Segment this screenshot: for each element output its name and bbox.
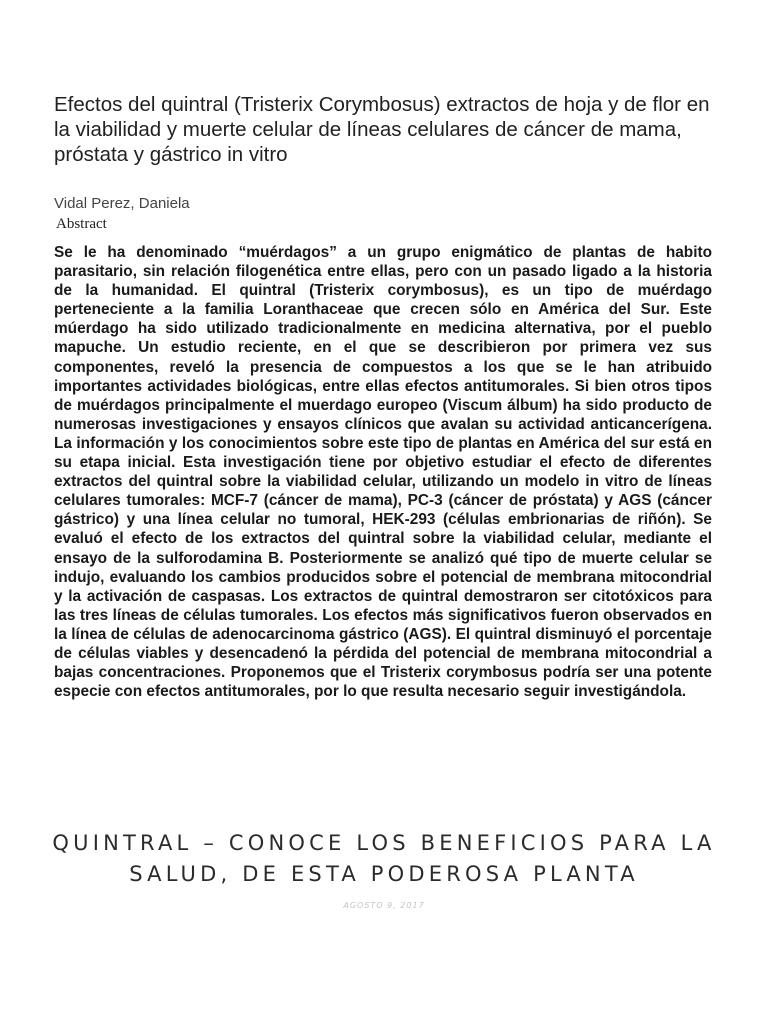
article-headline[interactable]: QUINTRAL – CONOCE LOS BENEFICIOS PARA LA SALUD, DE ESTA PODEROSA PLANTA xyxy=(52,831,716,886)
author-name: Vidal Perez, Daniela xyxy=(54,195,190,212)
abstract-label: Abstract xyxy=(56,216,107,232)
article-date: AGOSTO 9, 2017 xyxy=(343,901,425,910)
abstract-text: Se le ha denominado “muérdagos” a un grupo enigmático de plantas de habito parasitario, sin relación filogenética entre ellas, pero con un pasado ligado a la historia de la humanidad. El quintral (Tristerix corymbosus), es un tipo de muérdago perteneciente a la familia Loranthaceae que crecen sólo en América del Sur. Este múerdago ha sido utilizado tradicionalmente en medicina alternativa, por el pueblo mapuche. Un estudio reciente, en el que se describieron por primera vez sus componentes, reveló la presencia de compuestos a los que se le han atribuido importantes actividades biológicas, entre ellas efectos antitumorales. Si bien otros tipos de muérdagos principalmente el muerdago europeo (Viscum álbum) ha sido producto de numerosas investigaciones y ensayos clínicos que avalan su actividad anticancerígena. La información y los conocimientos sobre este tipo de plantas en América del sur está en su etapa inicial. Esta investigación tiene por objetivo estudiar el efecto de diferentes extractos del quintral sobre la viabilidad celular, utilizando un modelo in vitro de líneas celulares tumorales: MCF-7 (cáncer de mama), PC-3 (cáncer de próstata) y AGS (cáncer gástrico) y una línea celular no tumoral, HEK-293 (células embrionarias de riñón). Se evaluó el efecto de los extractos del quintral sobre la viabilidad celular, mediante el ensayo de la sulforodamina B. Posteriormente se analizó qué tipo de muerte celular se indujo, evaluando los cambios producidos sobre el potencial de membrana mitocondrial y la activación de caspasas. Los extractos de quintral demostraron ser citotóxicos para las tres líneas de células tumorales. Los efectos más significativos fueron observados en la línea de células de adenocarcinoma gástrico (AGS). El quintral disminuyó el porcentaje de células viables y desencadenó la pérdida del potencial de membrana mitocondrial a bajas concentraciones. Proponemos que el Tristerix corymbosus podría ser una potente especie con efectos antitumorales, por lo que resulta necesario seguir investigándola. xyxy=(54,244,712,701)
document-title: Efectos del quintral (Tristerix Corymbosus) extractos de hoja y de flor en la viabilidad y muerte celular de líneas celulares de cáncer de mama, próstata y gástrico in vitro xyxy=(54,93,710,166)
